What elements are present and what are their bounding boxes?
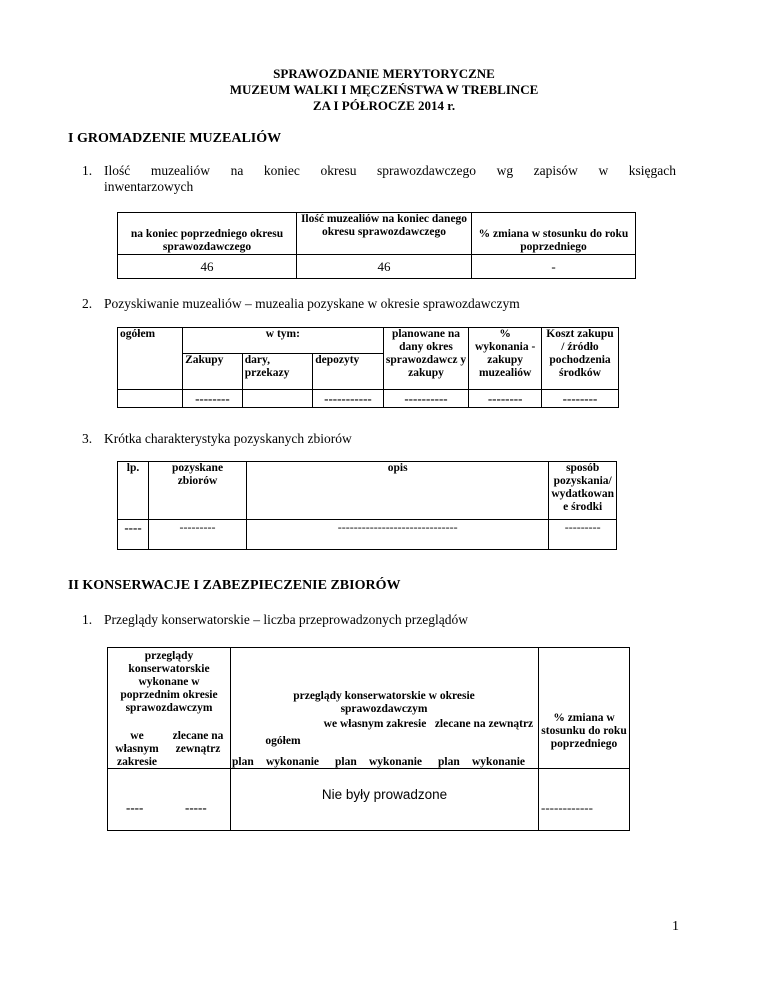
header-previous-period: na koniec poprzedniego okresu sprawozdawczego <box>118 213 297 255</box>
header-reviews-own: we własnym zakresie <box>323 718 427 730</box>
item-3-text: Krótka charakterystyka pozyskanych zbiorów <box>104 431 352 446</box>
header-own-scope: we własnym zakresie <box>115 730 159 768</box>
value-execution-percent: -------- <box>469 390 542 408</box>
item-2-text: Pozyskiwanie muzealiów – muzealia pozyskane w okresie sprawozdawczym <box>104 296 520 311</box>
header-deposits: depozyty <box>313 354 383 390</box>
header-execution-2: wykonanie <box>369 756 423 768</box>
header-reviews-outsourced: zlecane na zewnątrz <box>434 718 534 730</box>
value-previous-period: 46 <box>118 255 297 279</box>
header-description: opis <box>247 462 549 520</box>
header-change-percent: % zmiana w stosunku do roku poprzedniego <box>541 712 627 750</box>
header-acquired: pozyskane zbiorów <box>149 462 247 520</box>
note-not-conducted: Nie były prowadzone <box>321 787 448 802</box>
section-1-heading: I GROMADZENIE MUZEALIÓW <box>68 131 282 146</box>
section-2-heading: II KONSERWACJE I ZABEZPIECZENIE ZBIORÓW <box>68 578 401 593</box>
value-total <box>118 390 183 408</box>
section-2-item-1-number: 1. <box>82 612 93 627</box>
header-purchases: Zakupy <box>183 354 243 390</box>
header-plan-2: plan <box>335 756 357 768</box>
header-including: w tym: <box>183 328 384 354</box>
value-method: --------- <box>549 520 617 550</box>
item-2-number: 2. <box>82 296 93 311</box>
report-title: SPRAWOZDANIE MERYTORYCZNE <box>273 66 495 81</box>
header-plan-3: plan <box>438 756 460 768</box>
value-description: ------------------------------ <box>247 520 549 550</box>
table-divider <box>538 647 539 831</box>
header-total: ogółem <box>118 328 183 390</box>
header-execution-3: wykonanie <box>472 756 526 768</box>
value-deposits: ----------- <box>313 390 383 408</box>
value-own-scope: ---- <box>126 800 144 815</box>
header-current-reviews: przeglądy konserwatorskie w okresie sprawozdawczym <box>293 690 475 715</box>
value-planned: ---------- <box>383 390 469 408</box>
value-acquired: --------- <box>149 520 247 550</box>
header-outsourced: zlecane na zewnątrz <box>172 730 224 755</box>
value-outsourced: ----- <box>185 800 207 815</box>
value-lp: ---- <box>118 520 149 550</box>
report-period: ZA I PÓŁROCZE 2014 r. <box>312 98 456 113</box>
table-acquisitions <box>117 327 619 408</box>
table-collection-count <box>117 212 636 279</box>
table-collection-description <box>117 461 617 550</box>
museum-name: MUZEUM WALKI I MĘCZEŃSTWA W TREBLINCE <box>229 82 539 97</box>
item-3-number: 3. <box>82 431 93 446</box>
item-1-text-line1: Ilość muzealiów na koniec okresu sprawozdawczego wg zapisów w księgach <box>104 163 676 178</box>
table-divider <box>230 647 231 831</box>
header-planned: planowane na dany okres sprawozdawcz y zakupy <box>383 328 469 390</box>
header-plan-1: plan <box>232 756 254 768</box>
value-donations <box>242 390 312 408</box>
header-execution-1: wykonanie <box>266 756 320 768</box>
header-percent-change: % zmiana w stosunku do roku poprzedniego <box>472 213 636 255</box>
value-purchases: -------- <box>183 390 243 408</box>
item-1-text-line2: inwentarzowych <box>104 179 194 194</box>
value-cost-source: -------- <box>541 390 618 408</box>
header-lp: lp. <box>118 462 149 520</box>
value-percent-change: - <box>472 255 636 279</box>
page-number: 1 <box>672 919 679 934</box>
header-cost-source: Koszt zakupu / źródło pochodzenia środków <box>541 328 618 390</box>
section-2-item-1-text: Przeglądy konserwatorskie – liczba przeprowadzonych przeglądów <box>104 612 468 627</box>
value-change-percent: ------------ <box>541 800 593 815</box>
header-current-period: Ilość muzealiów na koniec danego okresu sprawozdawczego <box>297 213 472 255</box>
item-1-number: 1. <box>82 163 93 178</box>
header-reviews-total: ogółem <box>265 735 301 747</box>
header-donations: dary, przekazy <box>242 354 312 390</box>
header-previous-reviews: przeglądy konserwatorskie wykonane w poprzednim okresie sprawozdawczym <box>120 650 218 714</box>
value-current-period: 46 <box>297 255 472 279</box>
header-method: sposób pozyskania/ wydatkowan e środki <box>549 462 617 520</box>
header-execution-percent: % wykonania - zakupy muzealiów <box>469 328 542 390</box>
